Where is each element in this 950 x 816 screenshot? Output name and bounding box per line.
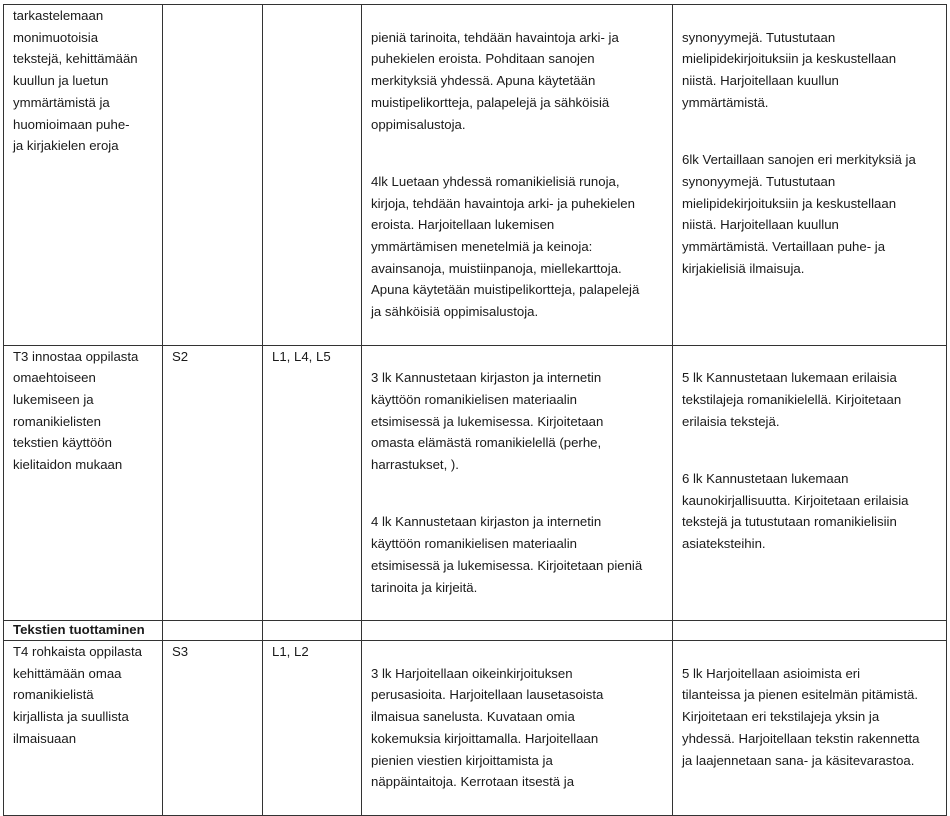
empty-cell	[362, 620, 673, 640]
paragraph: 4 lk Kannustetaan kirjaston ja internetin käyttöön romanikielisen materiaalin etsimisessä ja lukemisessa. Kirjoitetaan pieniä tarinoita ja kirjeitä.	[371, 514, 643, 595]
grades-5-6-cell	[673, 345, 947, 620]
section-row	[4, 620, 947, 640]
section-heading: Tekstien tuottaminen	[4, 620, 163, 640]
content-area-cell: S2	[163, 345, 263, 620]
competence-cell	[263, 5, 362, 346]
table-row	[4, 640, 947, 815]
paragraph: pieniä tarinoita, tehdään havaintoja arki- ja puhekielen eroista. Pohditaan sanojen merkityksiä yhdessä. Apuna käytetään muistipelikortteja, palapelejä ja sähköisiä oppimisalustoja.	[371, 29, 619, 132]
grades-3-4-cell	[362, 5, 673, 346]
curriculum-table	[3, 4, 947, 816]
grades-3-4-cell	[362, 345, 673, 620]
empty-cell	[263, 620, 362, 640]
paragraph: 6 lk Kannustetaan lukemaan kaunokirjallisuutta. Kirjoitetaan erilaisia tekstejä ja tutustutaan romanikielisiin asiateksteihin.	[682, 471, 909, 552]
paragraph: 3 lk Harjoitellaan oikeinkirjoituksen perusasioita. Harjoitellaan lausetasoista ilmaisua sanelusta. Kuvataan omia kokemuksia kirjoittamalla. Harjoitellaan pienien viestien kirjoittamista ja näppäintaitoja. Kerrotaan itsestä ja	[371, 665, 604, 790]
goal-cell: T3 innostaa oppilasta omaehtoiseen lukemiseen ja romanikielisten tekstien käyttöön kielitaidon mukaan	[4, 345, 163, 620]
paragraph: synonyymejä. Tutustutaan mielipidekirjoituksiin ja keskustellaan niistä. Harjoitellaan kuullun ymmärtämistä.	[682, 29, 897, 110]
grades-5-6-cell	[673, 5, 947, 346]
paragraph: 4lk Luetaan yhdessä romanikielisiä runoja, kirjoja, tehdään havaintoja arki- ja puhekielen eroista. Harjoitellaan lukemisen ymmärtämisen menetelmiä ja keinoja: avainsanoja, muistiinpanoja, miellekarttoja. Apuna käytetään muistipelikortteja, palapelejä ja sähköisiä oppimisalustoja.	[371, 173, 640, 320]
paragraph: 5 lk Kannustetaan lukemaan erilaisia tekstilajeja romanikielellä. Kirjoitetaan erilaisia tekstejä.	[682, 370, 902, 429]
paragraph: 6lk Vertaillaan sanojen eri merkityksiä ja synonyymejä. Tutustutaan mielipidekirjoituksiin ja keskustellaan niistä. Harjoitellaan kuullun ymmärtämistä. Vertaillaan puhe- ja kirjakielisiä ilmaisuja.	[682, 152, 916, 276]
grades-3-4-cell	[362, 640, 673, 815]
grades-5-6-cell	[673, 640, 947, 815]
table-row	[4, 345, 947, 620]
competence-cell: L1, L2	[263, 640, 362, 815]
goal-cell: T4 rohkaista oppilasta kehittämään omaa romanikielistä kirjallista ja suullista ilmaisuaan	[4, 640, 163, 815]
content-area-cell	[163, 5, 263, 346]
paragraph: 3 lk Kannustetaan kirjaston ja internetin käyttöön romanikielisen materiaalin etsimisessä ja lukemisessa. Kirjoitetaan omasta elämästä romanikielellä (perhe, harrastukset, ).	[371, 370, 604, 473]
empty-cell	[163, 620, 263, 640]
table-row	[4, 5, 947, 346]
competence-cell: L1, L4, L5	[263, 345, 362, 620]
content-area-cell: S3	[163, 640, 263, 815]
goal-cell: tarkastelemaan monimuotoisia tekstejä, kehittämään kuullun ja luetun ymmärtämistä ja huomioimaan puhe- ja kirjakielen eroja	[4, 5, 163, 346]
empty-cell	[673, 620, 947, 640]
paragraph: 5 lk Harjoitellaan asioimista eri tilanteissa ja pienen esitelmän pitämistä. Kirjoitetaan eri tekstilajeja yksin ja yhdessä. Harjoitellaan tekstin rakennetta ja laajennetaan sana- ja käsitevarastoa.	[682, 665, 920, 768]
